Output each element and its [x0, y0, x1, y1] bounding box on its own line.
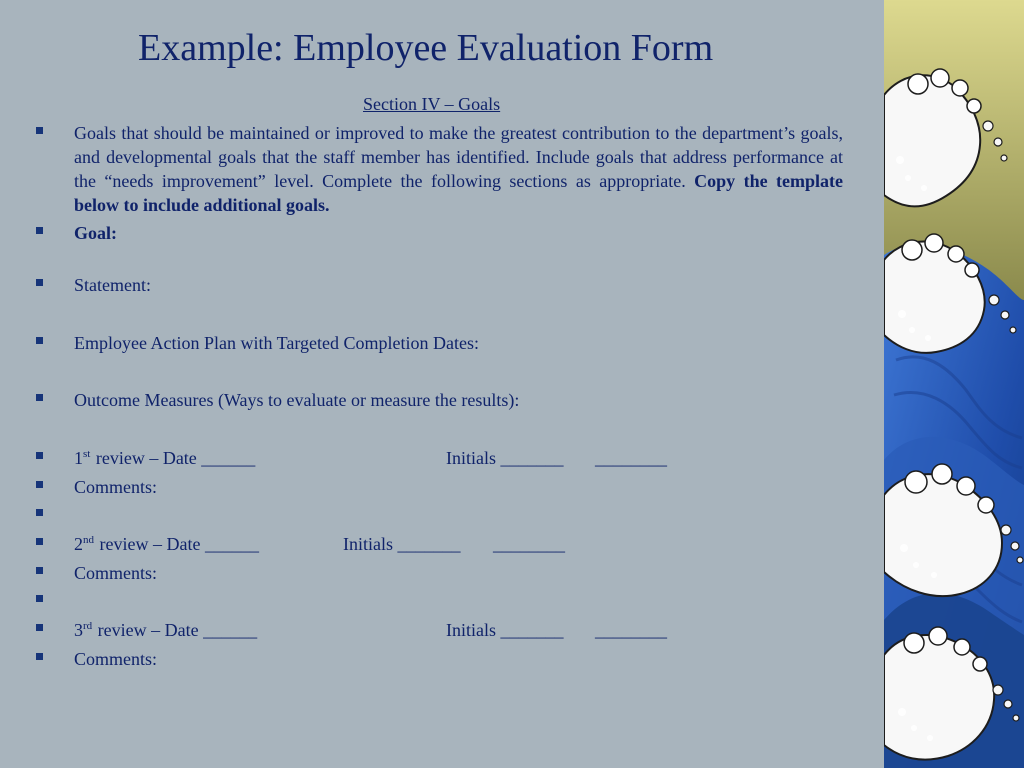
bullet-icon [36, 227, 43, 234]
bullet-icon [36, 279, 43, 286]
bullet-icon [36, 337, 43, 344]
wave-illustration [884, 0, 1024, 768]
review-2-suffix: nd [83, 534, 94, 546]
review-2-initials: Initials _______ [343, 534, 461, 554]
review-1-number: 1 [74, 448, 83, 468]
comments-1-label: Comments: [74, 477, 158, 497]
comments-2-label: Comments: [74, 563, 158, 583]
bullet-icon [36, 481, 43, 488]
bullet-icon [36, 509, 43, 516]
review-1-suffix: st [83, 448, 91, 460]
review-2-date-text: review – Date ______ [95, 534, 259, 554]
bullet-icon [36, 624, 43, 631]
review-3-number: 3 [74, 620, 83, 640]
section-heading: Section IV – Goals [363, 94, 501, 114]
bullet-icon [36, 538, 43, 545]
intro-paragraph [74, 121, 843, 217]
review-3-date-text: review – Date ______ [93, 620, 258, 640]
intro-text: Goals that should be maintained or improved to make the greatest contribution to the department’s goals, and developmental goals that the staff member has identified. Include goals that address performance at the “needs improvement” level. Complete the following sections as appropriate. [74, 123, 843, 191]
action-plan-label: Employee Action Plan with Targeted Completion Dates: [74, 333, 480, 353]
bullet-icon [36, 452, 43, 459]
review-3-suffix: rd [83, 620, 93, 632]
review-1-blank: ________ [595, 448, 667, 468]
bullet-icon [36, 653, 43, 660]
review-3-initials: Initials _______ [446, 620, 564, 640]
page-title: Example: Employee Evaluation Form [138, 27, 714, 69]
bullet-icon [36, 567, 43, 574]
review-2-number: 2 [74, 534, 83, 554]
intro-bold-text: Copy the template below to include additional goals. [74, 171, 843, 215]
review-1-date-text: review – Date ______ [91, 448, 256, 468]
outcome-label: Outcome Measures (Ways to evaluate or measure the results): [74, 390, 520, 410]
review-1-initials: Initials _______ [446, 448, 564, 468]
statement-label: Statement: [74, 275, 151, 295]
bullet-icon [36, 595, 43, 602]
wave-icon [884, 0, 1024, 768]
review-3-blank: ________ [595, 620, 667, 640]
review-2-blank: ________ [493, 534, 565, 554]
goal-label: Goal: [74, 223, 117, 243]
bullet-icon [36, 394, 43, 401]
bullet-icon [36, 127, 43, 134]
comments-3-label: Comments: [74, 649, 158, 669]
